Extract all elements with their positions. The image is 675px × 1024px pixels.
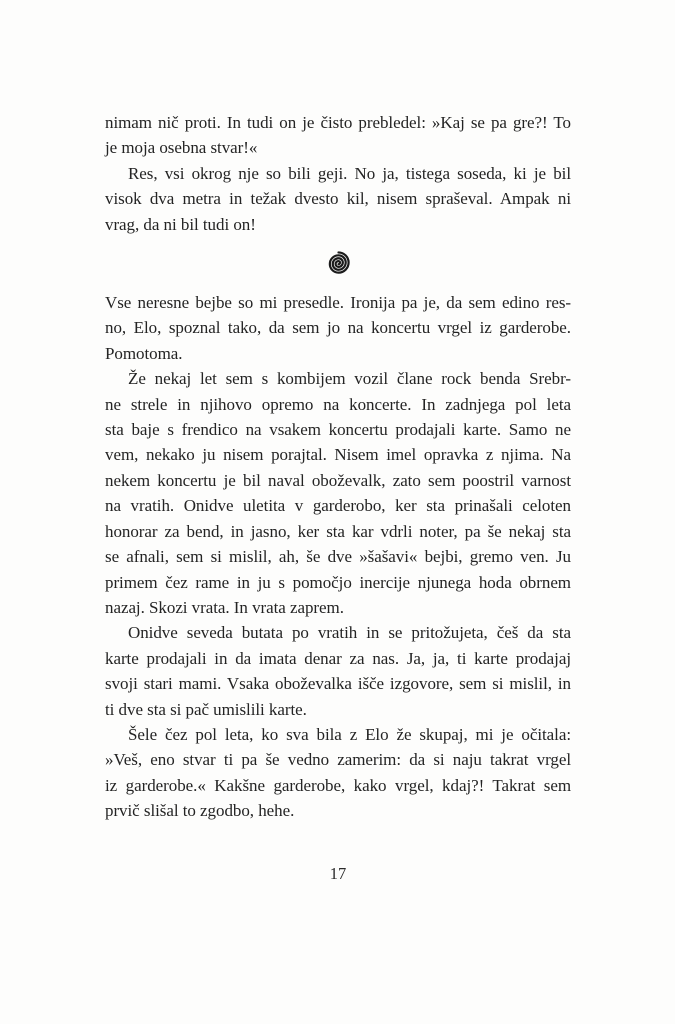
text-line: Onidve seveda butata po vratih in se pritožujeta, češ da sta: [128, 623, 571, 643]
page-number: 17: [329, 864, 347, 883]
text-line: prvič slišal to zgodbo, hehe.: [105, 801, 295, 821]
paragraph: [105, 110, 571, 161]
spiral-ornament-icon: [326, 250, 351, 277]
text-line: nazaj. Skozi vrata. In vrata zaprem.: [105, 597, 344, 617]
text-line: no, Elo, spoznal tako, da sem jo na koncertu vrgel iz garderobe.: [105, 318, 571, 338]
text-line: Vse neresne bejbe so mi presedle. Ironija pa je, da sem edino res-: [105, 293, 571, 313]
text-line: karte prodajali in da imata denar za nas. Ja, ja, ti karte prodajaj: [105, 648, 571, 668]
text-line: visok dva metra in težak dvesto kil, nisem spraševal. Ampak ni: [105, 189, 571, 209]
text-line: Šele čez pol leta, ko sva bila z Elo že skupaj, mi je očitala:: [128, 724, 571, 744]
text-line: vem, nekako ju nisem porajtal. Nisem imel opravka z njima. Na: [105, 445, 571, 465]
text-line: Že nekaj let sem s kombijem vozil člane rock benda Srebr-: [128, 369, 571, 389]
text-line: je moja osebna stvar!«: [105, 138, 258, 158]
section-break: [105, 237, 571, 290]
text-block: [105, 110, 571, 824]
paragraph: [105, 620, 571, 722]
text-line: svoji stari mami. Vsaka oboževalka išče izgovore, sem si mislil, in: [105, 674, 571, 694]
paragraph: [105, 161, 571, 237]
paragraph: [105, 366, 571, 620]
text-line: nekem koncertu je bil naval oboževalk, zato sem poostril varnost: [105, 470, 571, 490]
text-line: honorar za bend, in jasno, ker sta kar vdrli noter, pa še nekaj sta: [105, 521, 571, 541]
text-line: primem čez rame in ju s pomočjo inercije njunega hoda obrnem: [105, 572, 571, 592]
text-line: nimam nič proti. In tudi on je čisto prebledel: »Kaj se pa gre?! To: [105, 113, 571, 132]
text-line: se afnali, sem si mislil, ah, še dve »šašavi« bejbi, gremo ven. Ju: [105, 547, 571, 567]
paragraph: [105, 290, 571, 366]
text-line: vrag, da ni bil tudi on!: [105, 214, 256, 234]
text-line: iz garderobe.« Kakšne garderobe, kako vrgel, kdaj?! Takrat sem: [105, 775, 571, 795]
text-line: ne strele in njihovo opremo na koncerte. In zadnjega pol leta: [105, 394, 571, 414]
text-line: Res, vsi okrog nje so bili geji. No ja, tistega soseda, ki je bil: [128, 163, 571, 183]
text-line: na vratih. Onidve uletita v garderobo, ker sta prinašali celoten: [105, 496, 571, 516]
text-line: »Veš, eno stvar ti pa še vedno zamerim: da si naju takrat vrgel: [105, 750, 571, 770]
text-line: sta baje s frendico na vsakem koncertu prodajali karte. Samo ne: [105, 420, 571, 440]
text-line: Pomotoma.: [105, 343, 183, 363]
text-line: ti dve sta si pač umislili karte.: [105, 699, 307, 719]
paragraph: [105, 722, 571, 824]
